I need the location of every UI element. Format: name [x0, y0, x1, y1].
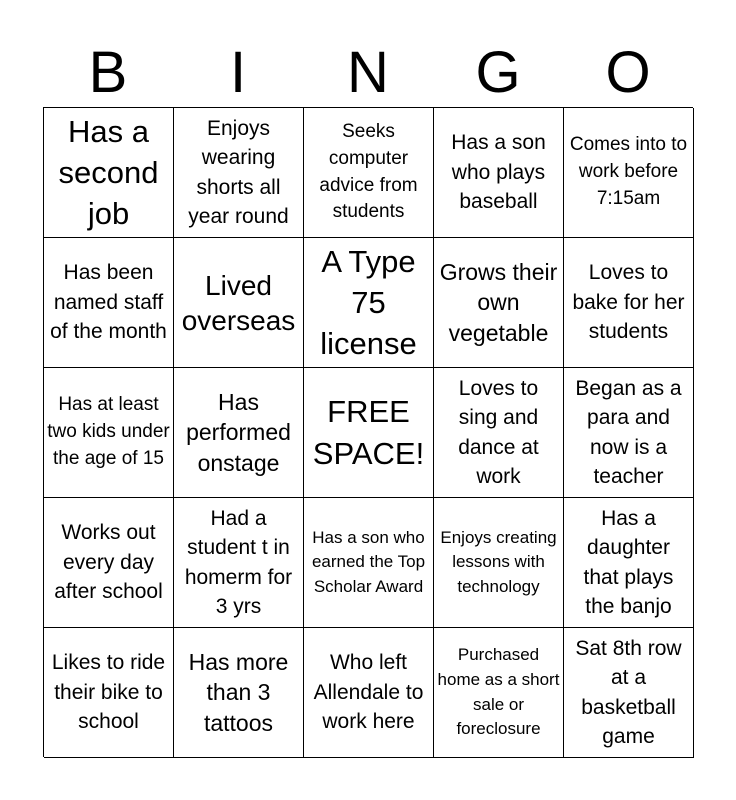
bingo-cell[interactable] — [434, 108, 564, 238]
cell-text: FREE SPACE! — [312, 394, 425, 471]
bingo-cell[interactable] — [304, 238, 434, 368]
cell-text: Has a son who earned the Top Scholar Award — [311, 527, 426, 596]
bingo-cell[interactable] — [174, 108, 304, 238]
bingo-cell[interactable] — [564, 628, 694, 758]
cell-text: Who left Allendale to work here — [313, 651, 424, 734]
cell-text: Enjoys creating lessons with technology — [440, 527, 557, 596]
bingo-cell[interactable] — [174, 238, 304, 368]
bingo-cell[interactable] — [434, 238, 564, 368]
cell-text: Comes into to work before 7:15am — [569, 134, 688, 209]
bingo-cell[interactable] — [564, 498, 694, 628]
cell-text: Lived overseas — [181, 269, 296, 336]
cell-text: A Type 75 license — [320, 243, 417, 362]
bingo-cell[interactable] — [434, 498, 564, 628]
cell-text: Has a daughter that plays the banjo — [583, 506, 674, 618]
cell-text: Seeks computer advice from students — [319, 120, 418, 223]
bingo-cell[interactable] — [174, 498, 304, 628]
cell-text: Enjoys wearing shorts all year round — [188, 116, 289, 228]
header-letter-i: I — [229, 40, 247, 105]
bingo-cell[interactable] — [44, 498, 174, 628]
bingo-cell[interactable] — [304, 108, 434, 238]
free-space-cell[interactable] — [304, 368, 434, 498]
bingo-cell[interactable] — [434, 368, 564, 498]
cell-text: Has a second job — [58, 113, 159, 232]
cell-text: Has been named staff of the month — [50, 261, 167, 344]
cell-text: Works out every day after school — [54, 521, 163, 604]
cell-text: Grows their own vegetable — [439, 258, 558, 346]
bingo-cell[interactable] — [564, 238, 694, 368]
bingo-cell[interactable] — [44, 628, 174, 758]
bingo-header — [43, 38, 693, 108]
cell-text: Loves to bake for her students — [572, 261, 685, 344]
cell-text: Likes to ride their bike to school — [51, 651, 166, 734]
cell-text: Has a son who plays baseball — [451, 131, 546, 214]
bingo-cell[interactable] — [434, 628, 564, 758]
bingo-cell[interactable] — [44, 108, 174, 238]
header-letter-g: G — [475, 40, 521, 105]
bingo-cell[interactable] — [174, 628, 304, 758]
cell-text: Purchased home as a short sale or foreclosure — [437, 645, 560, 739]
cell-text: Has performed onstage — [186, 388, 291, 476]
cell-text: Has at least two kids under the age of 15 — [47, 394, 170, 469]
bingo-cell[interactable] — [44, 238, 174, 368]
cell-text: Loves to sing and dance at work — [458, 376, 539, 488]
cell-text: Began as a para and now is a teacher — [575, 376, 682, 488]
bingo-cell[interactable] — [564, 108, 694, 238]
bingo-cell[interactable] — [174, 368, 304, 498]
bingo-cell[interactable] — [44, 368, 174, 498]
header-letter-b: B — [88, 40, 128, 105]
cell-text: Has more than 3 tattoos — [188, 648, 289, 736]
cell-text: Had a student t in homerm for 3 yrs — [184, 506, 293, 618]
bingo-cell[interactable] — [564, 368, 694, 498]
bingo-grid — [43, 107, 693, 757]
header-letter-o: O — [605, 40, 651, 105]
bingo-cell[interactable] — [304, 498, 434, 628]
header-letter-n: N — [347, 40, 389, 105]
bingo-cell[interactable] — [304, 628, 434, 758]
cell-text: Sat 8th row at a basketball game — [575, 636, 682, 748]
